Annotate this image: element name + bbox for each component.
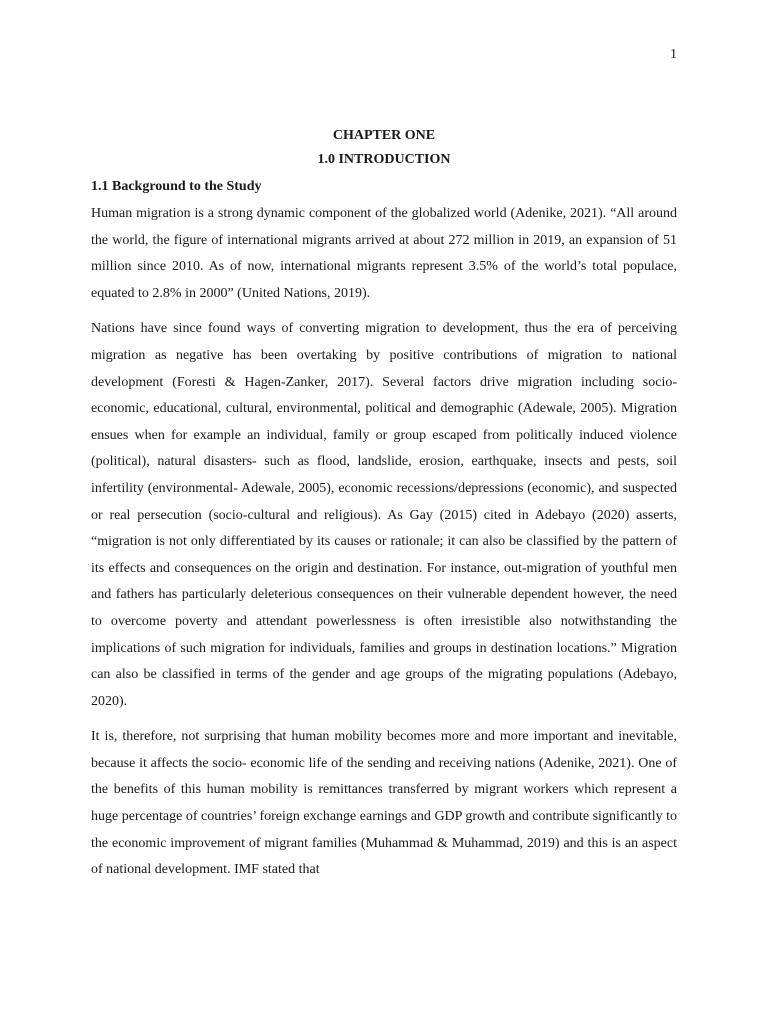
chapter-title: CHAPTER ONE — [332, 128, 436, 143]
paragraph: Human migration is a strong dynamic component of the globalized world (Adenike, 2021). “All around the world, the figure of international migrants arrived at about 272 million in 2019, an expansion of 51 million since 2010. As of now, international migrants represent 3.5% of the world’s total populace, equated to 2.8% in 2000” (United Nations, 2019). — [91, 206, 677, 301]
page-number: 1 — [670, 47, 677, 62]
paragraph: It is, therefore, not surprising that human mobility becomes more and more important and inevitable, because it affects the socio- economic life of the sending and receiving nations (Adenike, 2021). One of the benefits of this human mobility is remittances transferred by migrant workers which represent a huge percentage of countries’ foreign exchange earnings and GDP growth and contribute significantly to the economic improvement of migrant families (Muhammad & Muhammad, 2019) and this is an aspect of national development. IMF stated that — [91, 729, 677, 878]
paragraph: Nations have since found ways of converting migration to development, thus the era of perceiving migration as negative has been overtaking by positive contributions of migration to national development (Foresti & Hagen-Zanker, 2017). Several factors drive migration including socio-economic, educational, cultural, environmental, political and demographic (Adewale, 2005). Migration ensues when for example an individual, family or group escaped from politically induced violence (political), natural disasters- such as flood, landslide, erosion, earthquake, insects and pests, soil infertility (environmental- Adewale, 2005), economic recessions/depressions (economic), and suspected or real persecution (socio-cultural and religious). As Gay (2015) cited in Adebayo (2020) asserts, “migration is not only differentiated by its causes or rationale; it can also be classified by the pattern of its effects and consequences on the origin and destination. For instance, out-migration of youthful men and fathers has particularly deleterious consequences on their vulnerable dependent however, the need to overcome poverty and attendant powerlessness is often irresistible also notwithstanding the implications of such migration for individuals, families and groups in destination locations.” Migration can also be classified in terms of the gender and age groups of the migrating populations (Adebayo, 2020). — [91, 321, 677, 709]
section-heading: 1.0 INTRODUCTION — [317, 152, 451, 167]
subsection-heading: 1.1 Background to the Study — [91, 179, 262, 194]
document-body — [91, 124, 677, 893]
